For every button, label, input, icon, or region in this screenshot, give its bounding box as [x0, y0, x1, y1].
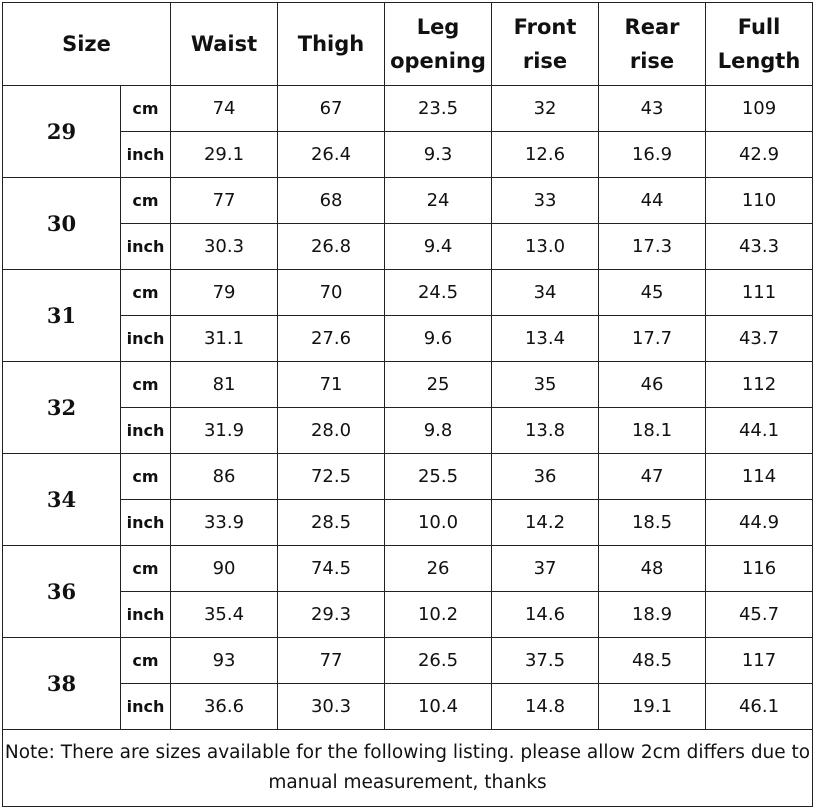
rear-rise-inch-cell: 16.9 [599, 132, 706, 178]
front-rise-cm-cell: 36 [492, 454, 599, 500]
front-rise-inch-cell: 13.0 [492, 224, 599, 270]
full-length-inch-cell: 44.1 [706, 408, 813, 454]
table-row-inch [3, 500, 813, 546]
size-value: 36 [3, 546, 121, 638]
rear-rise-inch-cell: 18.5 [599, 500, 706, 546]
unit-label: cm [121, 178, 171, 224]
unit-label: inch [121, 408, 171, 454]
waist-cm-cell: 77 [171, 178, 278, 224]
header-thigh: Thigh [278, 3, 385, 86]
unit-label: cm [121, 546, 171, 592]
front-rise-inch-cell: 14.6 [492, 592, 599, 638]
header-leg-opening: Leg opening [385, 3, 492, 86]
note-text: Note: There are sizes available for the following listing. please allow 2cm differs due to manual measurement, thanks [3, 730, 813, 807]
rear-rise-cm-cell: 43 [599, 86, 706, 132]
unit-label: inch [121, 316, 171, 362]
thigh-cm-cell: 71 [278, 362, 385, 408]
full-length-cm-cell: 117 [706, 638, 813, 684]
thigh-inch-cell: 30.3 [278, 684, 385, 730]
table-row-inch [3, 224, 813, 270]
waist-cm-cell: 86 [171, 454, 278, 500]
thigh-cm-cell: 72.5 [278, 454, 385, 500]
header-full-length: Full Length [706, 3, 813, 86]
waist-inch-cell: 31.9 [171, 408, 278, 454]
waist-inch-cell: 35.4 [171, 592, 278, 638]
leg-opening-cm-cell: 25.5 [385, 454, 492, 500]
unit-label: inch [121, 224, 171, 270]
size-value: 34 [3, 454, 121, 546]
rear-rise-cm-cell: 48 [599, 546, 706, 592]
front-rise-cm-cell: 35 [492, 362, 599, 408]
table-row-cm [3, 178, 813, 224]
front-rise-cm-cell: 33 [492, 178, 599, 224]
thigh-cm-cell: 67 [278, 86, 385, 132]
header-front-rise: Front rise [492, 3, 599, 86]
rear-rise-cm-cell: 45 [599, 270, 706, 316]
header-rear-rise: Rear rise [599, 3, 706, 86]
size-value: 31 [3, 270, 121, 362]
table-row-cm [3, 454, 813, 500]
leg-opening-inch-cell: 9.3 [385, 132, 492, 178]
waist-cm-cell: 90 [171, 546, 278, 592]
rear-rise-cm-cell: 47 [599, 454, 706, 500]
front-rise-inch-cell: 13.4 [492, 316, 599, 362]
leg-opening-inch-cell: 9.6 [385, 316, 492, 362]
front-rise-cm-cell: 32 [492, 86, 599, 132]
full-length-inch-cell: 42.9 [706, 132, 813, 178]
leg-opening-inch-cell: 9.4 [385, 224, 492, 270]
size-value: 38 [3, 638, 121, 730]
header-size: Size [3, 3, 171, 86]
waist-cm-cell: 93 [171, 638, 278, 684]
full-length-cm-cell: 110 [706, 178, 813, 224]
thigh-cm-cell: 74.5 [278, 546, 385, 592]
rear-rise-inch-cell: 18.9 [599, 592, 706, 638]
front-rise-inch-cell: 13.8 [492, 408, 599, 454]
thigh-inch-cell: 26.8 [278, 224, 385, 270]
table-row-inch [3, 684, 813, 730]
leg-opening-cm-cell: 23.5 [385, 86, 492, 132]
full-length-cm-cell: 114 [706, 454, 813, 500]
waist-cm-cell: 74 [171, 86, 278, 132]
full-length-cm-cell: 111 [706, 270, 813, 316]
unit-label: inch [121, 592, 171, 638]
thigh-inch-cell: 29.3 [278, 592, 385, 638]
full-length-inch-cell: 45.7 [706, 592, 813, 638]
table-row-cm [3, 270, 813, 316]
thigh-inch-cell: 26.4 [278, 132, 385, 178]
unit-label: inch [121, 132, 171, 178]
table-row-cm [3, 638, 813, 684]
table-row-inch [3, 592, 813, 638]
leg-opening-cm-cell: 24.5 [385, 270, 492, 316]
unit-label: inch [121, 500, 171, 546]
table-row-inch [3, 408, 813, 454]
waist-inch-cell: 30.3 [171, 224, 278, 270]
rear-rise-inch-cell: 19.1 [599, 684, 706, 730]
table-row-cm [3, 546, 813, 592]
thigh-inch-cell: 28.5 [278, 500, 385, 546]
leg-opening-cm-cell: 24 [385, 178, 492, 224]
size-table [2, 2, 813, 807]
leg-opening-inch-cell: 10.0 [385, 500, 492, 546]
full-length-inch-cell: 43.3 [706, 224, 813, 270]
thigh-cm-cell: 68 [278, 178, 385, 224]
header-waist: Waist [171, 3, 278, 86]
leg-opening-inch-cell: 9.8 [385, 408, 492, 454]
front-rise-inch-cell: 14.8 [492, 684, 599, 730]
front-rise-cm-cell: 37.5 [492, 638, 599, 684]
waist-inch-cell: 36.6 [171, 684, 278, 730]
leg-opening-cm-cell: 26 [385, 546, 492, 592]
size-value: 30 [3, 178, 121, 270]
thigh-cm-cell: 77 [278, 638, 385, 684]
waist-cm-cell: 79 [171, 270, 278, 316]
waist-cm-cell: 81 [171, 362, 278, 408]
thigh-inch-cell: 28.0 [278, 408, 385, 454]
waist-inch-cell: 33.9 [171, 500, 278, 546]
front-rise-cm-cell: 37 [492, 546, 599, 592]
waist-inch-cell: 29.1 [171, 132, 278, 178]
rear-rise-cm-cell: 48.5 [599, 638, 706, 684]
table-row-inch [3, 316, 813, 362]
rear-rise-inch-cell: 17.7 [599, 316, 706, 362]
leg-opening-inch-cell: 10.4 [385, 684, 492, 730]
front-rise-inch-cell: 14.2 [492, 500, 599, 546]
note-row [3, 730, 813, 807]
rear-rise-cm-cell: 46 [599, 362, 706, 408]
full-length-cm-cell: 112 [706, 362, 813, 408]
thigh-inch-cell: 27.6 [278, 316, 385, 362]
full-length-cm-cell: 109 [706, 86, 813, 132]
full-length-inch-cell: 44.9 [706, 500, 813, 546]
waist-inch-cell: 31.1 [171, 316, 278, 362]
full-length-cm-cell: 116 [706, 546, 813, 592]
unit-label: cm [121, 362, 171, 408]
unit-label: cm [121, 454, 171, 500]
thigh-cm-cell: 70 [278, 270, 385, 316]
unit-label: cm [121, 270, 171, 316]
table-row-inch [3, 132, 813, 178]
leg-opening-cm-cell: 26.5 [385, 638, 492, 684]
unit-label: cm [121, 638, 171, 684]
unit-label: inch [121, 684, 171, 730]
rear-rise-cm-cell: 44 [599, 178, 706, 224]
leg-opening-inch-cell: 10.2 [385, 592, 492, 638]
front-rise-inch-cell: 12.6 [492, 132, 599, 178]
header-row [3, 3, 813, 86]
full-length-inch-cell: 43.7 [706, 316, 813, 362]
table-row-cm [3, 362, 813, 408]
leg-opening-cm-cell: 25 [385, 362, 492, 408]
size-value: 32 [3, 362, 121, 454]
full-length-inch-cell: 46.1 [706, 684, 813, 730]
table-body [3, 86, 813, 730]
size-value: 29 [3, 86, 121, 178]
rear-rise-inch-cell: 17.3 [599, 224, 706, 270]
unit-label: cm [121, 86, 171, 132]
front-rise-cm-cell: 34 [492, 270, 599, 316]
rear-rise-inch-cell: 18.1 [599, 408, 706, 454]
table-row-cm [3, 86, 813, 132]
